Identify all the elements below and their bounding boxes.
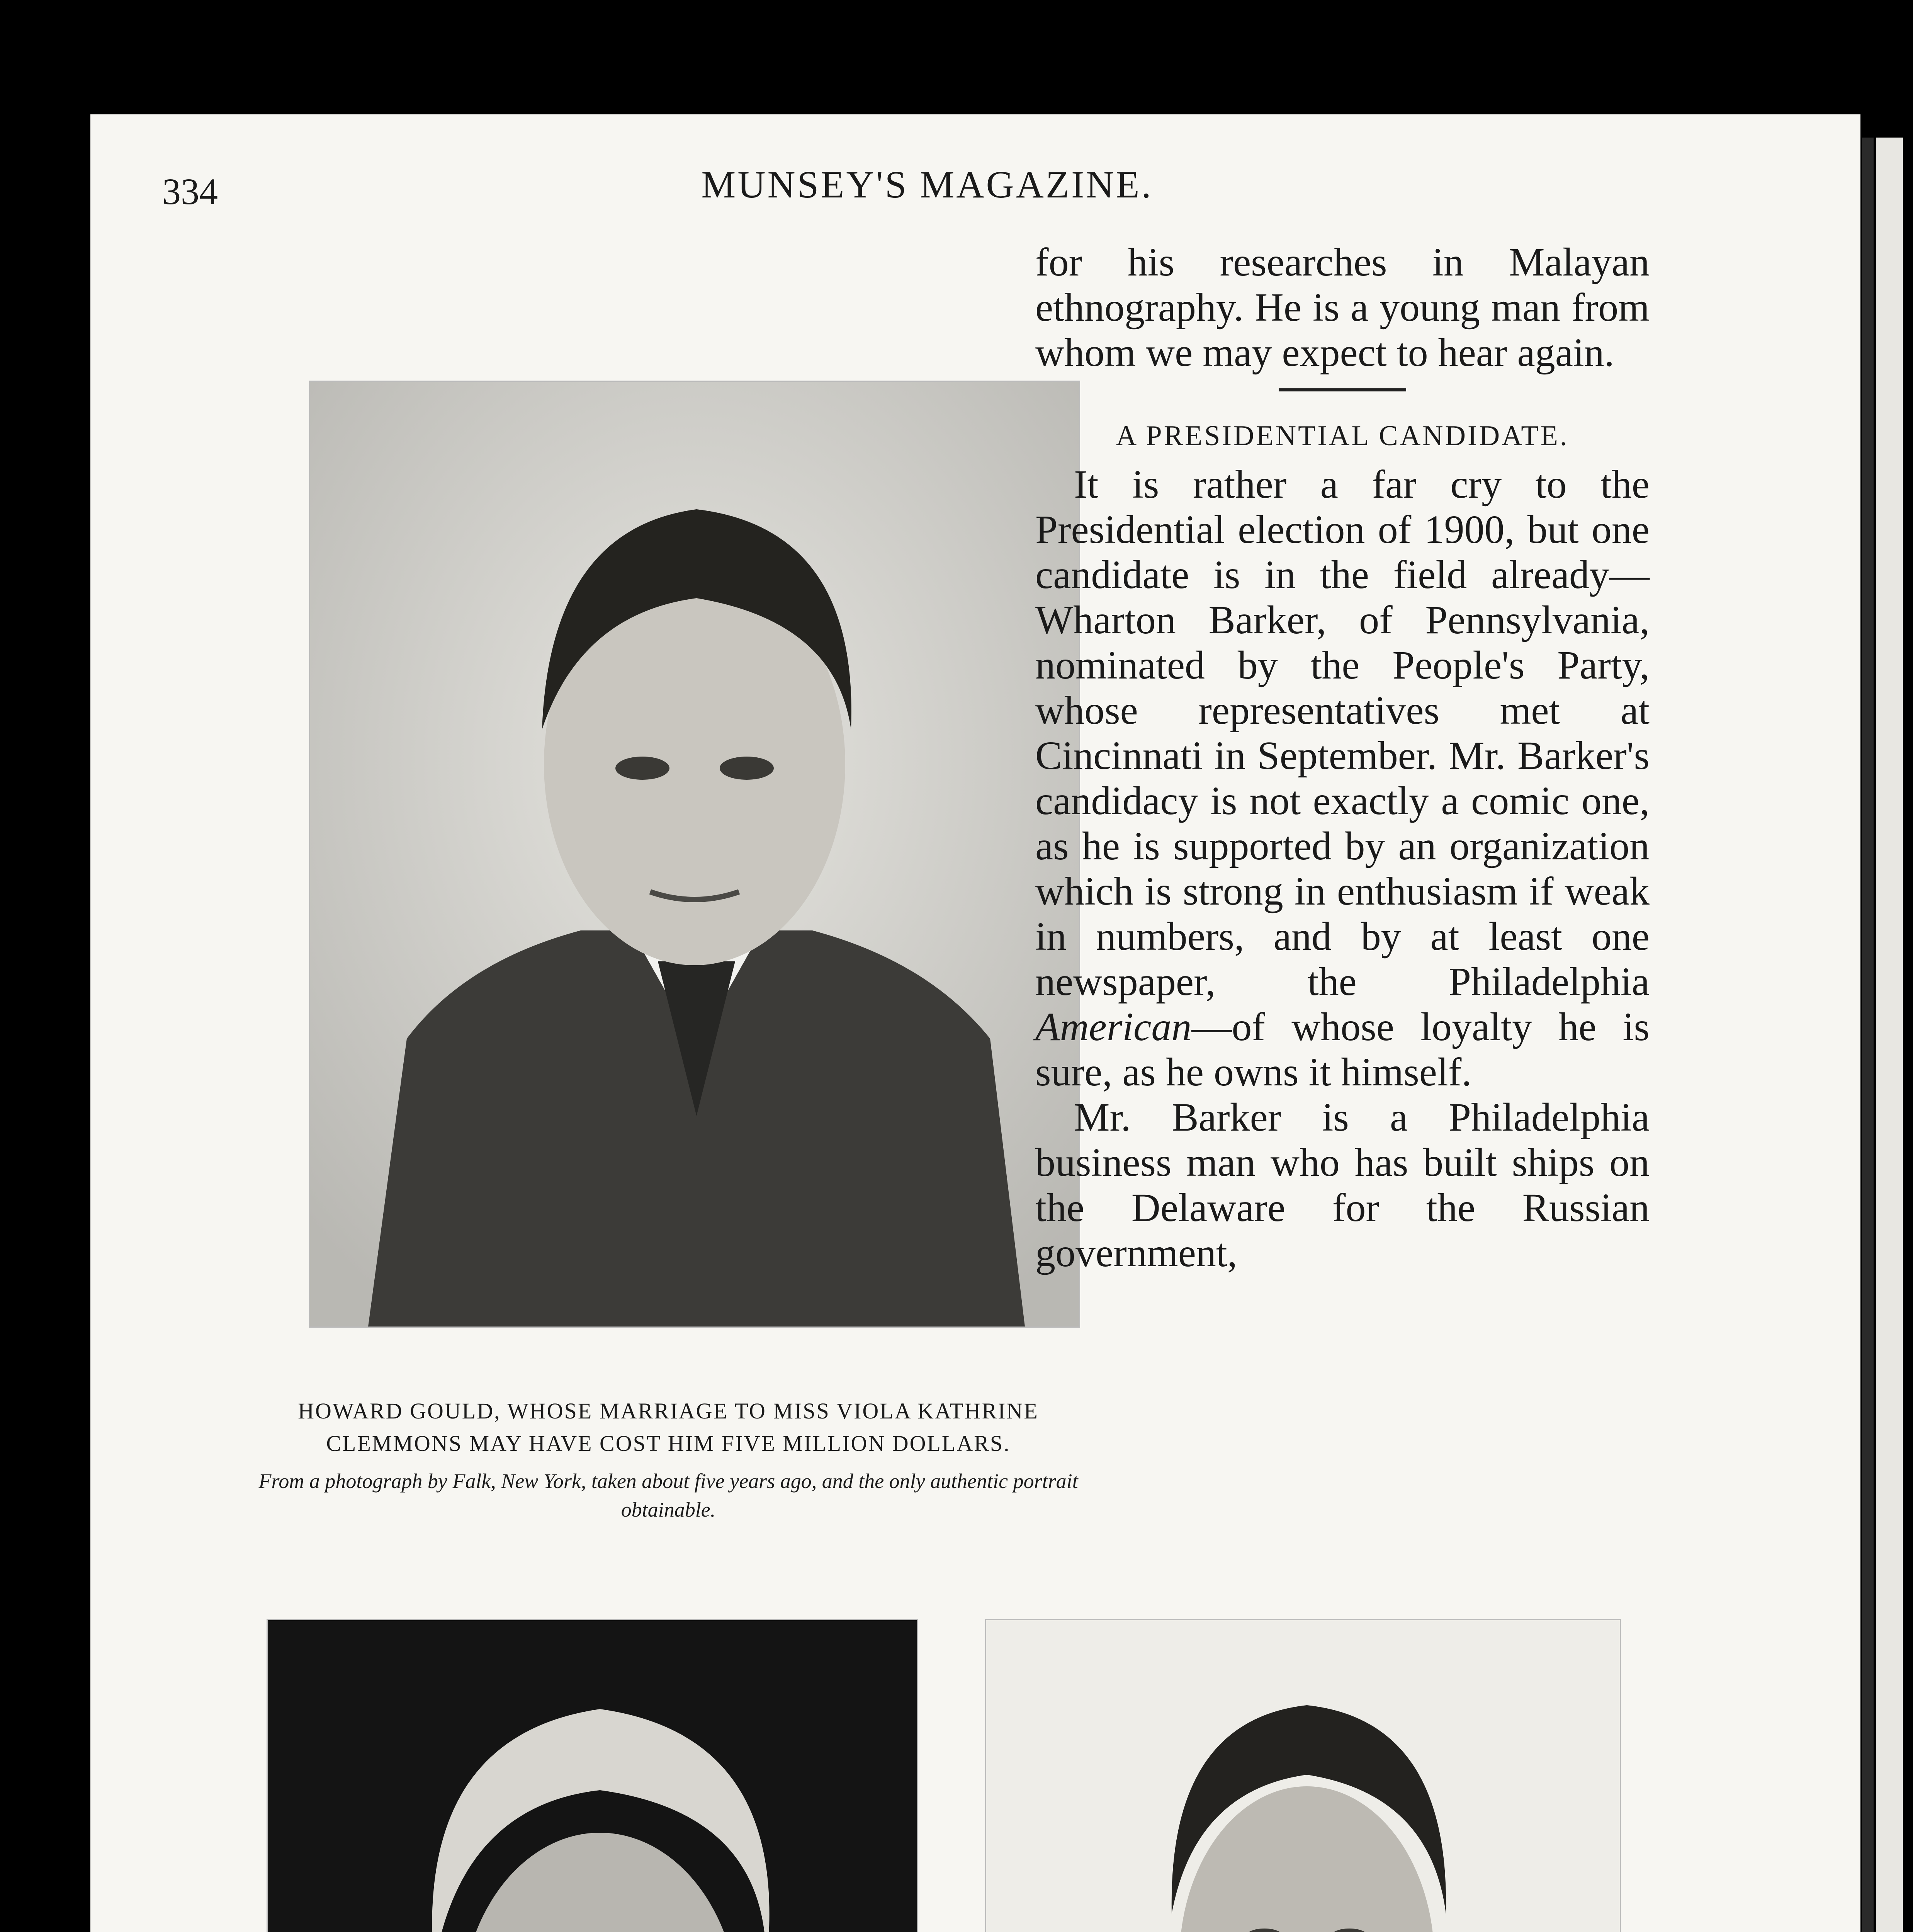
- portrait-colonel-kellogg: [985, 1619, 1621, 1932]
- portrait-wharton-barker: [267, 1619, 918, 1932]
- next-page-edge: [1876, 138, 1903, 1932]
- section-divider: [1279, 388, 1406, 391]
- running-title: MUNSEY'S MAGAZINE.: [701, 163, 1153, 206]
- article-text-column: [1035, 240, 1650, 1276]
- article-paragraph: Mr. Barker is a Philadelphia business man who has built ships on the Delaware for the Russian government,: [1035, 1095, 1650, 1275]
- figure-caption: HOWARD GOULD, WHOSE MARRIAGE TO MISS VIOLA KATHRINE CLEMMONS MAY HAVE COST HIM FIVE MILLION DOLLARS.: [298, 1398, 1039, 1456]
- adjacent-page-edge: [1860, 114, 1913, 1932]
- caption-howard-gould: [243, 1395, 1093, 1524]
- section-heading: A PRESIDENTIAL CANDIDATE.: [1116, 420, 1569, 452]
- newspaper-name: American: [1035, 1005, 1192, 1049]
- portrait-howard-gould: [309, 381, 1080, 1328]
- article-paragraph: [1035, 462, 1650, 1095]
- paragraph-text: —of whose loyalty he is sure, as he owns it himself.: [1035, 1005, 1650, 1094]
- intro-paragraph: for his researches in Malayan ethnography. He is a young man from whom we may expect to hear again.: [1035, 240, 1650, 375]
- page-number: 334: [162, 171, 218, 212]
- page-gutter-shadow: [1862, 138, 1874, 1932]
- paragraph-text: It is rather a far cry to the Presidential election of 1900, but one candidate is in the field already—Wharton Barker, of Pennsylvania, nominated by the People's Party, whose representatives met at Cincinnati in September. Mr. Barker's candidacy is not exactly a comic one, as he is supported by an organization which is strong in enthusiasm if weak in numbers, and by at least one newspaper, the Philadelphia: [1035, 462, 1650, 1004]
- figure-credit: From a photograph by Falk, New York, taken about five years ago, and the only authentic portrait obtainable.: [258, 1469, 1078, 1521]
